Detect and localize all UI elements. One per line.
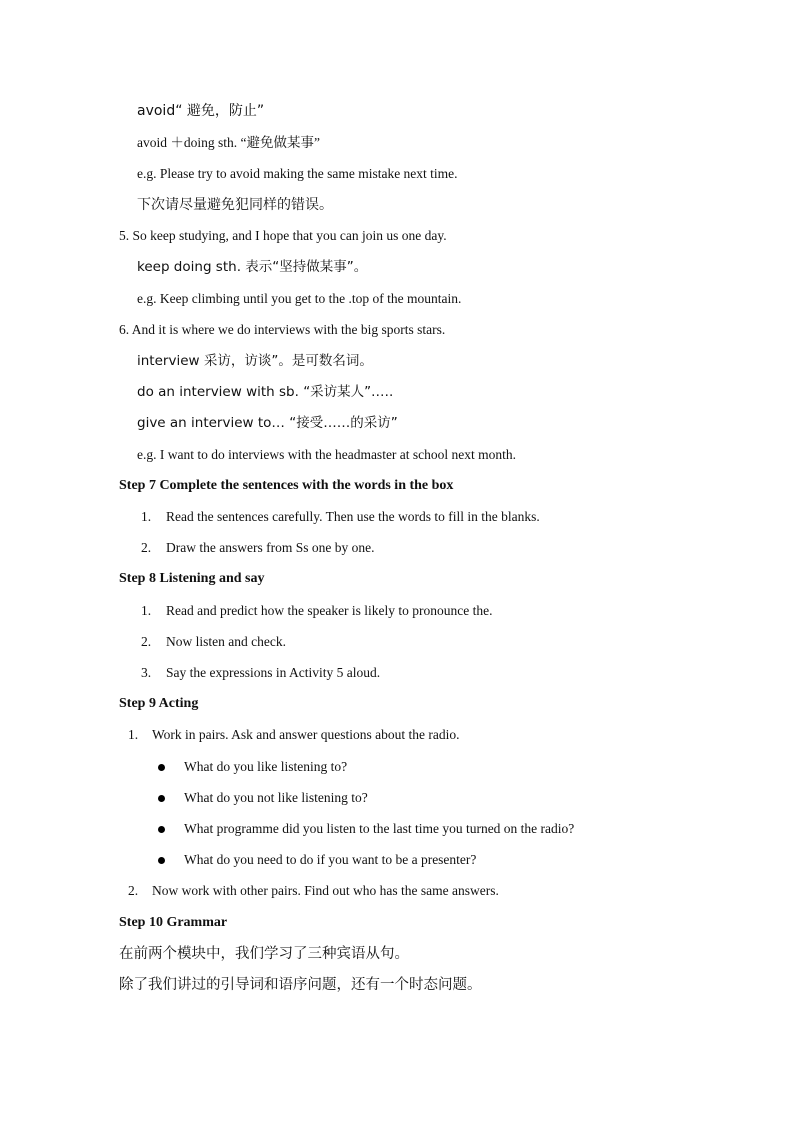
step-10-heading: Step 10 Grammar [119, 915, 228, 930]
step-8-item: Read and predict how the speaker is likely to pronounce the. [166, 603, 493, 618]
item-5-sentence: 5. So keep studying, and I hope that you can join us one day. [119, 228, 447, 243]
interview-example: e.g. I want to do interviews with the headmaster at school next month. [137, 447, 517, 462]
grammar-line-2: 除了我们讲过的引导词和语序问题，还有一个时态问题。 [119, 977, 482, 993]
bullet-icon [158, 795, 165, 802]
step-8-item: Now listen and check. [166, 634, 286, 649]
step-7-item: Read the sentences carefully. Then use the words to fill in the blanks. [166, 509, 540, 524]
avoid-example-translation: 下次请尽量避免犯同样的错误。 [137, 197, 333, 213]
step-9-item: Work in pairs. Ask and answer questions about the radio. [152, 727, 460, 742]
item-6-sentence: 6. And it is where we do interviews with the big sports stars. [119, 322, 446, 337]
bullet-icon [158, 857, 165, 864]
step-9-item-num: 2. [128, 883, 139, 898]
step-9-bullet: What do you need to do if you want to be a presenter? [184, 852, 477, 867]
step-9-item-num: 1. [128, 727, 139, 742]
do-interview-phrase: do an interview with sb. “采访某人”.…. [137, 384, 394, 400]
step-9-heading: Step 9 Acting [119, 696, 199, 711]
keep-doing-phrase: keep doing sth. 表示“坚持做某事”。 [137, 259, 368, 275]
step-7-item-num: 1. [141, 509, 152, 524]
step-7-heading: Step 7 Complete the sentences with the words in the box [119, 478, 454, 493]
interview-definition: interview 采访，访谈”。是可数名词。 [137, 353, 373, 369]
step-9-bullet: What programme did you listen to the last time you turned on the radio? [184, 821, 575, 836]
avoid-example: e.g. Please try to avoid making the same mistake next time. [137, 166, 458, 181]
grammar-line-1: 在前两个模块中，我们学习了三种宾语从句。 [119, 946, 409, 962]
bullet-icon [158, 826, 165, 833]
avoid-definition: avoid“ 避免，防止” [137, 103, 265, 119]
keep-example: e.g. Keep climbing until you get to the .top of the mountain. [137, 291, 462, 306]
step-8-item-num: 1. [141, 603, 152, 618]
step-8-item-num: 3. [141, 665, 152, 680]
step-7-item-num: 2. [141, 540, 152, 555]
step-7-item: Draw the answers from Ss one by one. [166, 540, 375, 555]
step-9-bullet: What do you not like listening to? [184, 790, 368, 805]
step-8-item-num: 2. [141, 634, 152, 649]
step-8-heading: Step 8 Listening and say [119, 571, 265, 586]
give-interview-phrase: give an interview to… “接受……的采访” [137, 415, 398, 431]
step-9-item: Now work with other pairs. Find out who has the same answers. [152, 883, 499, 898]
step-9-bullet: What do you like listening to? [184, 759, 348, 774]
step-8-item: Say the expressions in Activity 5 aloud. [166, 665, 381, 680]
avoid-doing-phrase: avoid ＋doing sth. “避免做某事” [137, 135, 320, 150]
bullet-icon [158, 764, 165, 771]
